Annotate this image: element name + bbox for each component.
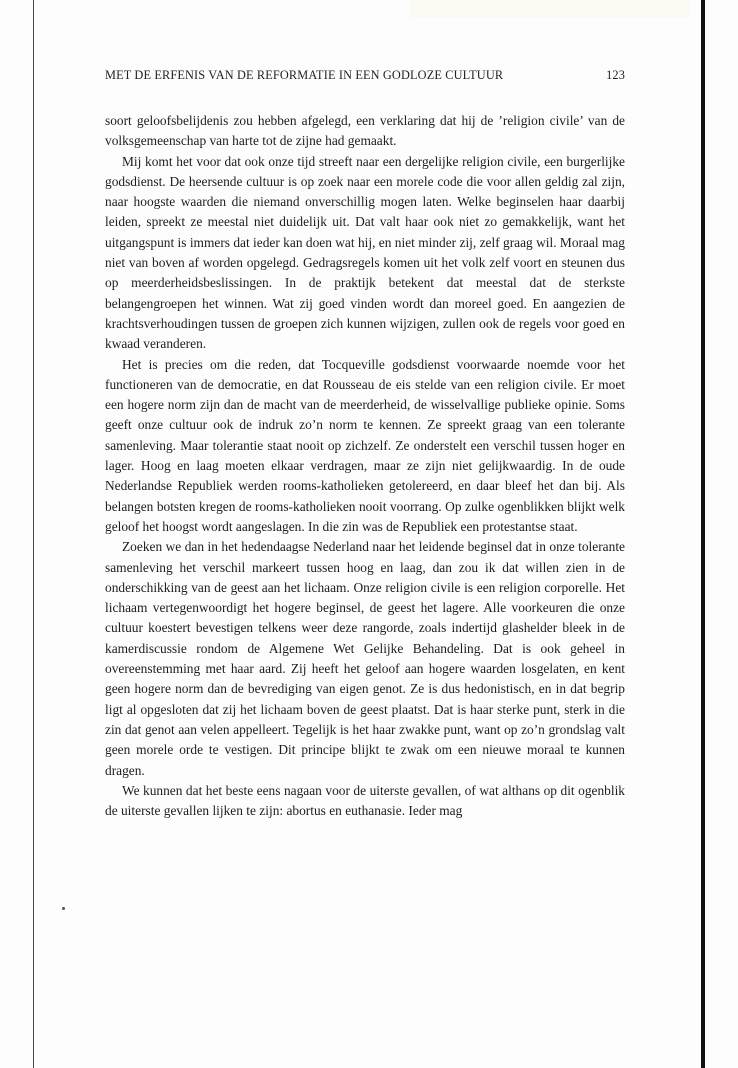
margin-dot [62, 907, 65, 910]
paragraph-3: Het is precies om die reden, dat Tocqueville godsdienst voorwaarde noemde voor het functioneren van de democratie, en dat Rousseau de eis stelde van een religion civile. Er moet een hogere norm zijn dan de macht van de meerderheid, de wisselvallige publieke opinie. Soms geeft onze cultuur ook de indruk zo’n norm te kennen. Ze spreekt graag van een tolerante samenleving. Maar tolerantie staat nooit op zichzelf. Ze onderstelt een verschil tussen hoger en lager. Hoog en laag moeten elkaar verdragen, maar ze zijn niet gelijkwaardig. In de oude Nederlandse Republiek werden rooms-katholieken getolereerd, en daar bleef het dan bij. Als belangen botsten kregen de rooms-katholieken nooit voorrang. Op zulke ogenblikken blijkt welk geloof het hoogst wordt aangeslagen. In die zin was de Republiek een protestantse staat. [105, 356, 625, 534]
paragraph-4: Zoeken we dan in het hedendaagse Nederland naar het leidende beginsel dat in onze tolerante samenleving het verschil markeert tussen hoog en laag, dan zou ik dat willen zien in de onderschikking van de geest aan het lichaam. Onze religion civile is een religion corporelle. Het lichaam vertegenwoordigt het hogere beginsel, de geest het lagere. Alle voorkeuren die onze cultuur koestert bevestigen telkens weer deze rangorde, zoals indertijd glashelder bleek in de kamerdiscussie rondom de Algemene Wet Gelijke Behandeling. Dat is ook geheel in overeenstemming met haar aard. Zij heeft het geloof aan hogere waarden losgelaten, en kent geen hogere norm dan de bevrediging van eigen genot. Ze is dus hedonistisch, en in dat begrip ligt al opgesloten dat zij het lichaam boven de geest plaatst. Dat is haar sterke punt, sterk in die zin dat genot aan velen appelleert. Tegelijk is het haar zwakke punt, want op zo’n grondslag valt geen morele orde te vestigen. Dit principe blijkt te zwak om een nieuwe moraal te kunnen dragen. [105, 539, 625, 778]
page-left-edge [33, 0, 34, 1068]
running-header [105, 68, 625, 88]
page-number: 123 [606, 68, 625, 82]
page-right-edge [701, 0, 705, 1068]
paragraph-2: Mij komt het voor dat ook onze tijd streeft naar een dergelijke religion civile, een burgerlijke godsdienst. De heersende cultuur is op zoek naar een morele code die voor allen geldig zal zijn, naar hoogste waarden die niemand onverschillig mogen laten. Welke beginselen haar daarbij leiden, spreekt ze meestal niet duidelijk uit. Dat valt haar ook niet zo gemakkelijk, want het uitgangspunt is immers dat ieder kan doen wat hij, en niet minder zij, zelf graag wil. Moraal mag niet van boven af worden opgelegd. Gedragsregels komen uit het volk zelf voort en steunen dus op meerderheidsbeslissingen. In de praktijk betekent dat meestal dat de sterkste belangengroepen het winnen. Wat zij goed vinden wordt dan moreel goed. En aangezien de krachtsverhoudingen tussen de groepen zich kunnen wijzigen, zullen ook de regels voor goed en kwaad veranderen. [105, 153, 625, 352]
scan-tint [410, 0, 690, 18]
paragraph-5: We kunnen dat het beste eens nagaan voor de uiterste gevallen, of wat althans op dit ogenblik de uiterste gevallen lijken te zijn: abortus en euthanasie. Ieder mag [105, 782, 625, 819]
paragraph-1: soort geloofsbelijdenis zou hebben afgelegd, een verklaring dat hij de ’religion civile’ van de volksgemeenschap van harte tot de zijne had gemaakt. [105, 113, 625, 149]
running-title: MET DE ERFENIS VAN DE REFORMATIE IN EEN GODLOZE CULTUUR [105, 68, 504, 82]
body-text [105, 111, 625, 821]
